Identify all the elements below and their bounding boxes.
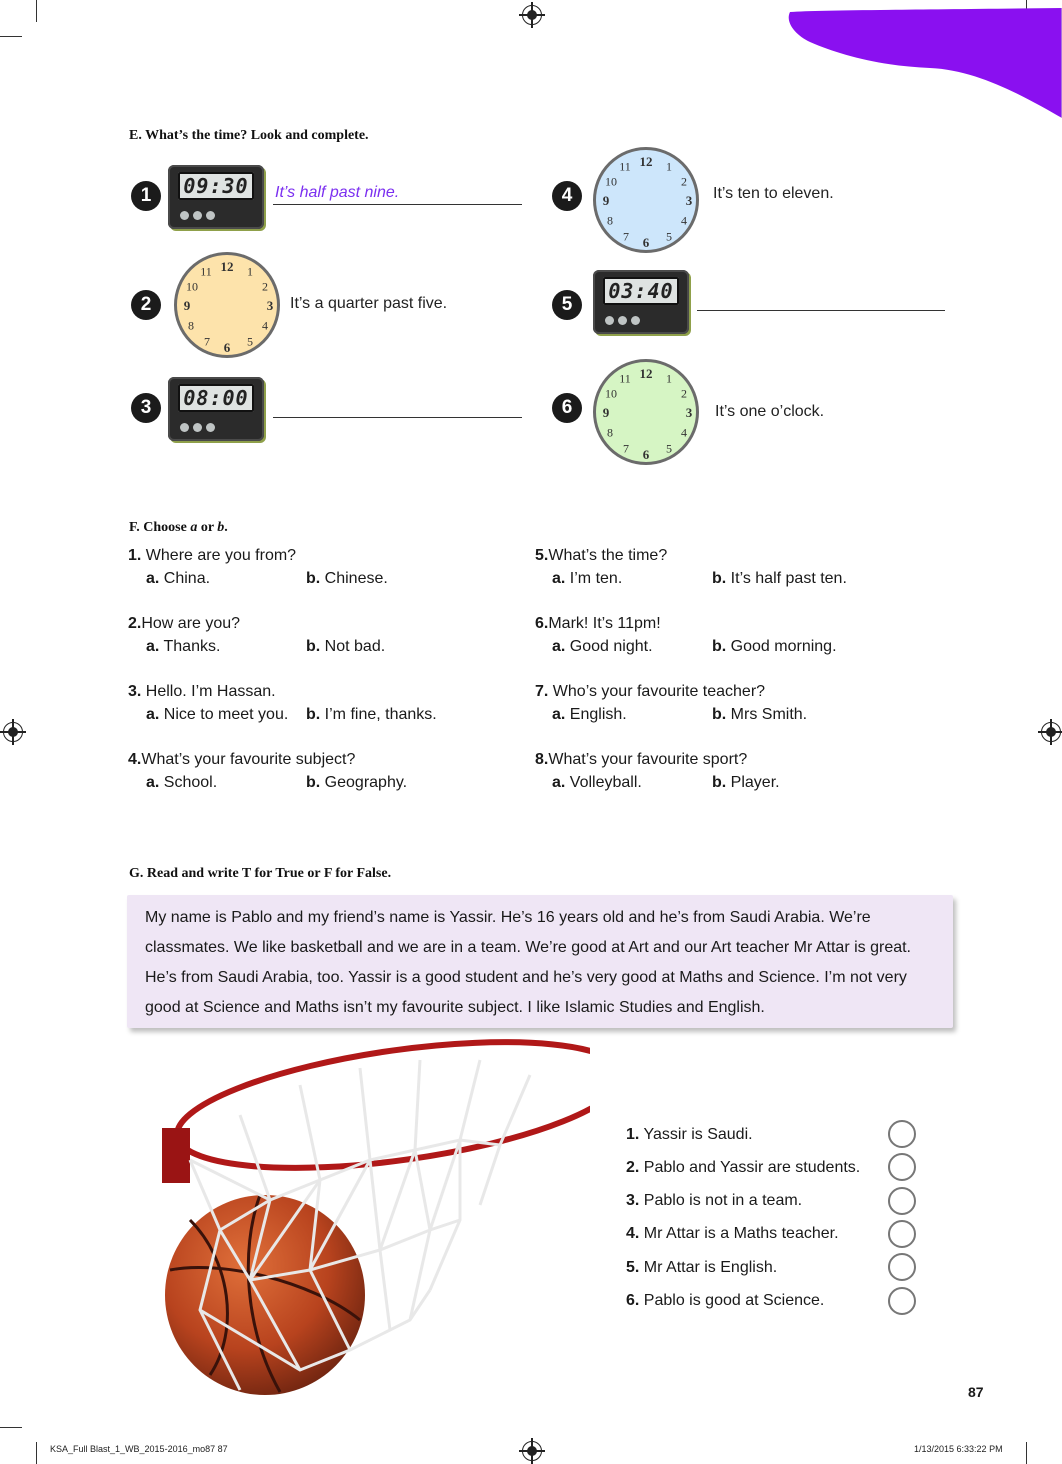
- crop-mark: [36, 0, 37, 22]
- answer-circle[interactable]: [888, 1220, 916, 1248]
- question: 7. Who’s your favourite teacher?: [535, 683, 766, 700]
- analog-clock: 12 1 2 3 4 5 6 7 8 9 10 11: [593, 147, 699, 253]
- analog-clock: 12 1 2 3 4 5 6 7 8 9 10 11: [174, 252, 280, 358]
- question: 2.How are you?: [128, 615, 241, 632]
- digital-timer: [168, 165, 264, 229]
- item-number-badge: 3: [131, 393, 161, 423]
- footer-date: 1/13/2015 6:33:22 PM: [914, 1444, 1003, 1454]
- question: 5.What’s the time?: [535, 547, 668, 564]
- registration-mark-icon: [522, 1441, 542, 1461]
- question: 6.Mark! It’s 11pm!: [535, 615, 661, 632]
- answer-circle[interactable]: [888, 1153, 916, 1181]
- registration-mark-icon: [522, 5, 542, 25]
- tf-statement: 2. Pablo and Yassir are students.: [626, 1159, 861, 1176]
- option-b[interactable]: b. Mrs Smith.: [712, 706, 808, 723]
- answer-circle[interactable]: [888, 1187, 916, 1215]
- tf-statement: 3. Pablo is not in a team.: [626, 1192, 803, 1209]
- answer-line[interactable]: [273, 204, 522, 205]
- digital-timer: [168, 377, 264, 441]
- option-a[interactable]: a. Thanks.: [146, 638, 221, 655]
- option-b[interactable]: b. Not bad.: [306, 638, 386, 655]
- option-a[interactable]: a. English.: [552, 706, 627, 723]
- answer-text: It’s a quarter past five.: [290, 295, 448, 312]
- reading-passage: My name is Pablo and my friend’s name is Yassir. He’s 16 years old and he’s from Saudi Arabia. We’re classmates. We like basketball and we are in a team. We’re good at Art and our Art teacher Mr Attar is great. He’s from Saudi Arabia, too. Yassir is a good student and he’s very good at Maths and Science. I’m not very good at Science and Maths isn’t my favourite subject. I like Islamic Studies and English.: [145, 909, 911, 1016]
- answer-text: It’s one o’clock.: [715, 403, 825, 420]
- item-number-badge: 5: [552, 290, 582, 320]
- reading-passage-box: [127, 895, 953, 1028]
- crop-mark: [0, 36, 22, 37]
- option-b[interactable]: b. Player.: [712, 774, 780, 791]
- footer-file-info: KSA_Full Blast_1_WB_2015-2016_mo87 87: [50, 1444, 228, 1454]
- timer-display: 03:40: [603, 277, 679, 305]
- answer-text: It’s half past nine.: [275, 184, 400, 201]
- corner-wave-decoration: [780, 0, 1062, 120]
- option-b[interactable]: b. I’m fine, thanks.: [306, 706, 437, 723]
- option-a[interactable]: a. Good night.: [552, 638, 653, 655]
- crop-mark: [0, 1427, 22, 1428]
- analog-clock: 12 1 2 3 4 5 6 7 8 9 10 11: [593, 359, 699, 465]
- option-a[interactable]: a. Nice to meet you.: [146, 706, 289, 723]
- registration-mark-icon: [1041, 722, 1061, 742]
- option-b[interactable]: b. Chinese.: [306, 570, 388, 587]
- option-b[interactable]: b. Geography.: [306, 774, 408, 791]
- option-b[interactable]: b. Good morning.: [712, 638, 837, 655]
- option-a[interactable]: a. I’m ten.: [552, 570, 623, 587]
- digital-timer: [593, 270, 689, 334]
- answer-text: It’s ten to eleven.: [713, 185, 834, 202]
- item-number-badge: 2: [131, 290, 161, 320]
- answer-circle[interactable]: [888, 1120, 916, 1148]
- crop-mark: [1026, 1442, 1027, 1464]
- timer-display: 08:00: [178, 384, 254, 412]
- registration-mark-icon: [3, 722, 23, 742]
- option-b[interactable]: b. It’s half past ten.: [712, 570, 847, 587]
- section-g-heading: G. Read and write T for True or F for False.: [129, 866, 392, 881]
- tf-statement: 1. Yassir is Saudi.: [626, 1126, 753, 1143]
- section-f-heading: F. Choose a or b.: [129, 520, 228, 535]
- page-number: 87: [968, 1384, 984, 1400]
- option-a[interactable]: a. Volleyball.: [552, 774, 642, 791]
- item-number-badge: 6: [552, 393, 582, 423]
- question: 3. Hello. I’m Hassan.: [128, 683, 276, 700]
- question: 1. Where are you from?: [128, 547, 297, 564]
- option-a[interactable]: a. School.: [146, 774, 218, 791]
- item-number-badge: 1: [131, 181, 161, 211]
- tf-statement: 4. Mr Attar is a Maths teacher.: [626, 1225, 839, 1242]
- crop-mark: [36, 1442, 37, 1464]
- basketball-hoop-illustration: [130, 1030, 590, 1410]
- answer-line[interactable]: [697, 310, 945, 311]
- tf-statement: 5. Mr Attar is English.: [626, 1259, 778, 1276]
- option-a[interactable]: a. China.: [146, 570, 211, 587]
- question: 8.What’s your favourite sport?: [535, 751, 748, 768]
- answer-circle[interactable]: [888, 1253, 916, 1281]
- timer-display: 09:30: [178, 172, 254, 200]
- answer-circle[interactable]: [888, 1287, 916, 1315]
- question: 4.What’s your favourite subject?: [128, 751, 356, 768]
- section-e-heading: E. What’s the time? Look and complete.: [129, 128, 369, 143]
- item-number-badge: 4: [552, 181, 582, 211]
- answer-line[interactable]: [273, 417, 522, 418]
- tf-statement: 6. Pablo is good at Science.: [626, 1292, 825, 1309]
